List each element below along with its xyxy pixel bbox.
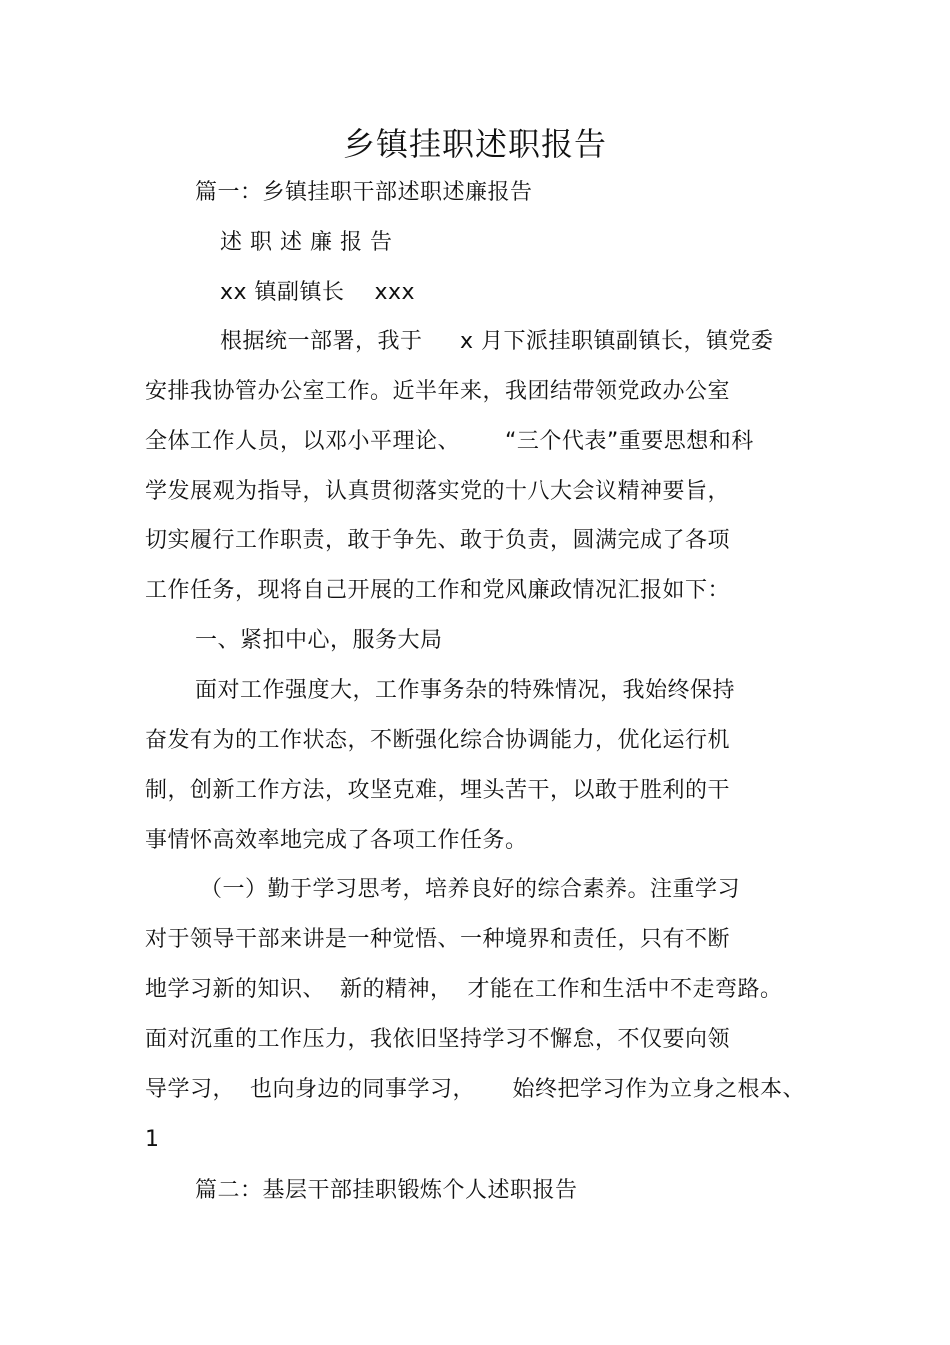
paragraph-line: 学发展观为指导，认真贯彻落实党的十八大会议精神要旨， — [145, 479, 731, 504]
report-title: 述 职 述 廉 报 告 — [220, 230, 393, 255]
paragraph-line: 工作任务，现将自己开展的工作和党风廉政情况汇报如下： — [145, 578, 731, 603]
page-number: 1 — [145, 1127, 160, 1152]
document-title: 乡镇挂职述职报告 — [342, 125, 607, 163]
section-heading-1: 篇一：乡镇挂职干部述职述廉报告 — [195, 180, 533, 205]
paragraph-line: 面对工作强度大，工作事务杂的特殊情况，我始终保持 — [195, 678, 736, 703]
paragraph-line: 安排我协管办公室工作。近半年来，我团结带领党政办公室 — [145, 379, 731, 404]
paragraph-line: 导学习， 也向身边的同事学习， 始终把学习作为立身之根本、 — [145, 1077, 805, 1102]
paragraph-line: 切实履行工作职责，敢于争先、敢于负责，圆满完成了各项 — [145, 528, 731, 553]
paragraph-line: 地学习新的知识、 新的精神， 才能在工作和生活中不走弯路。 — [145, 977, 783, 1002]
subheading: 一、紧扣中心，服务大局 — [195, 628, 443, 653]
paragraph-line: 根据统一部署，我于 x 月下派挂职镇副镇长，镇党委 — [220, 329, 774, 354]
paragraph-line: 对于领导干部来讲是一种觉悟、一种境界和责任，只有不断 — [145, 927, 731, 952]
paragraph-line: 制，创新工作方法，攻坚克难，埋头苦干，以敢于胜利的干 — [145, 778, 731, 803]
section-heading-2: 篇二：基层干部挂职锻炼个人述职报告 — [195, 1178, 578, 1203]
paragraph-line: 奋发有为的工作状态，不断强化综合协调能力，优化运行机 — [145, 728, 731, 753]
paragraph-line: 事情怀高效率地完成了各项工作任务。 — [145, 828, 528, 853]
paragraph-line: （一）勤于学习思考，培养良好的综合素养。注重学习 — [200, 877, 741, 902]
author-line: xx 镇副镇长 xxx — [220, 280, 416, 305]
paragraph-line: 全体工作人员，以邓小平理论、 “三个代表”重要思想和科 — [145, 429, 754, 454]
paragraph-line: 面对沉重的工作压力，我依旧坚持学习不懈怠，不仅要向领 — [145, 1027, 731, 1052]
